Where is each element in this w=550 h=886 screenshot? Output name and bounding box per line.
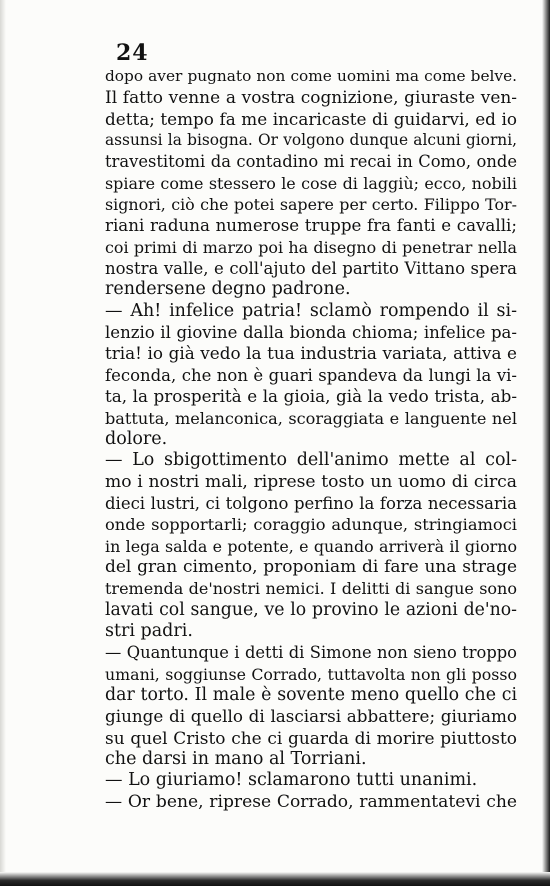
text-line: umani, soggiunse Corrado, tuttavolta non gli posso [105, 664, 517, 684]
text-line: signori, ciò che potei sapere per certo. Filippo Tor- [105, 195, 517, 215]
text-line: — Ah! infelice patria! sclamò rompendo il si- [105, 300, 517, 321]
text-line: feconda, che non è guari spandeva da lungi la vi- [105, 365, 517, 385]
text-line: assunsi la bisogna. Or volgono dunque alcuni giorni, [105, 131, 517, 150]
text-line: dopo aver pugnato non come uomini ma come belve. [105, 67, 517, 85]
text-line: del gran cimento, proponiam di fare una strage [105, 556, 517, 577]
text-line: Il fatto venne a vostra cognizione, giuraste ven- [105, 87, 517, 108]
text-line: — Or bene, riprese Corrado, rammentatevi che [105, 791, 517, 812]
text-line: dieci lustri, ci tolgono perfino la forza necessaria [105, 493, 517, 513]
page-number: 24 [116, 40, 149, 66]
text-line: rendersene degno padrone. [105, 279, 351, 300]
text-line: spiare come stessero le cose di laggiù; ecco, nobili [105, 173, 517, 193]
page-left-edge [0, 0, 6, 886]
text-line: giunge di quello di lasciarsi abbattere; giuriamo [105, 706, 517, 727]
text-line: tria! io già vedo la tua industria variata, attiva e [105, 343, 517, 364]
text-line: detta; tempo fa me incaricaste di guidarvi, ed io [105, 108, 517, 129]
text-line: lavati col sangue, ve lo provino le azioni de'no- [105, 599, 517, 620]
text-line: onde sopportarli; coraggio adunque, stringiamoci [105, 515, 517, 535]
text-line: travestitomi da contadino mi recai in Como, onde [105, 152, 517, 172]
text-line: ta, la prosperità e la gioia, già la vedo trista, ab- [105, 386, 517, 407]
text-line: dar torto. Il male è sovente meno quello che ci [105, 684, 517, 705]
text-line: che darsi in mano al Torriani. [105, 749, 367, 769]
text-line: — Lo giuriamo! sclamarono tutti unanimi. [105, 770, 478, 791]
text-line: — Lo sbigottimento dell'animo mette al col- [105, 450, 517, 471]
text-line: battuta, melanconica, scoraggiata e languente nel [105, 408, 517, 428]
text-line: stri padri. [105, 620, 193, 641]
text-line: mo i nostri mali, riprese tosto un uomo di circa [105, 471, 517, 492]
text-line: nostra valle, e coll'ajuto del partito Vittano spera [105, 259, 517, 279]
text-line: riani raduna numerose truppe fra fanti e cavalli; [105, 216, 517, 236]
text-line: coi primi di marzo poi ha disegno di penetrar nella [105, 237, 517, 257]
page-right-edge [542, 0, 550, 886]
text-line: in lega salda e potente, e quando arriverà il giorno [105, 536, 517, 556]
body-text [105, 66, 517, 813]
text-line: lenzio il giovine dalla bionda chioma; infelice pa- [105, 323, 517, 343]
text-line: — Quantunque i detti di Simone non sieno troppo [105, 643, 517, 663]
text-line: dolore. [105, 428, 168, 449]
text-line: su quel Cristo che ci guarda di morire piuttosto [105, 727, 517, 748]
page-bottom-edge [0, 872, 550, 886]
text-line: tremenda de'nostri nemici. I delitti di sangue sono [105, 579, 517, 599]
